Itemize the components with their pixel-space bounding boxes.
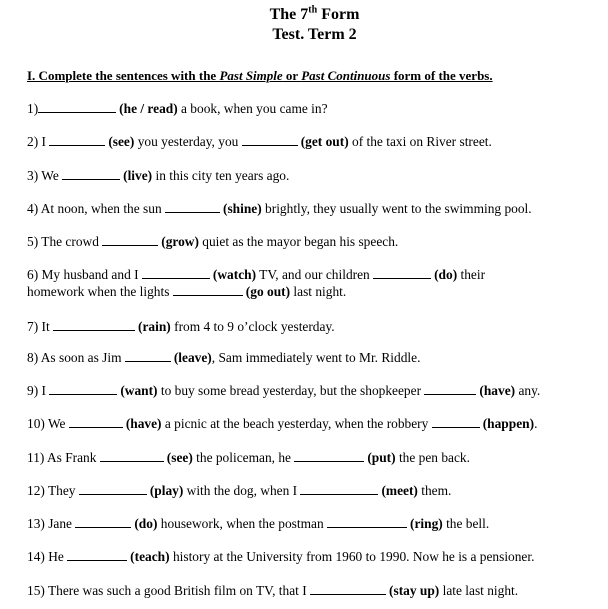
exercise-item [27,449,604,466]
exercise-item [27,582,604,599]
exercise-number: 10) We [27,416,69,431]
answer-blank[interactable] [67,548,127,561]
exercise-line [27,582,604,599]
instruction-tense-1: Past Simple [219,68,283,83]
verb-hint: (ring) [410,516,443,531]
verb-hint: (get out) [300,134,349,149]
answer-blank[interactable] [242,133,298,146]
title-superscript: th [308,4,318,16]
exercise-line [27,482,604,499]
exercise-number: 1) [27,101,39,116]
answer-blank[interactable] [100,449,164,462]
instruction-prefix: I. Complete the sentences with the [27,68,220,83]
answer-blank[interactable] [424,382,476,395]
exercise-line [27,415,604,432]
exercise-line [27,233,604,250]
verb-hint: (have) [479,383,516,398]
verb-hint: (grow) [161,234,199,249]
sentence-text: from 4 to 9 o’clock yesterday. [170,319,335,334]
exercise-number: 11) As Frank [27,450,100,465]
verb-hint: (see) [108,134,135,149]
answer-blank[interactable] [373,266,431,279]
exercise-line [27,349,604,366]
answer-blank[interactable] [142,266,210,279]
answer-blank[interactable] [53,318,135,331]
exercise-number: 15) There was such a good British film on TV, that I [27,583,311,598]
answer-blank[interactable] [38,100,116,113]
answer-blank[interactable] [173,283,243,296]
sentence-text: you yesterday, you [134,134,242,149]
answer-blank[interactable] [327,515,407,528]
answer-blank[interactable] [49,133,105,146]
exercise-line [27,200,604,217]
sentence-text: housework, when the postman [157,516,327,531]
exercise-item [27,382,604,399]
exercise-item [27,548,604,565]
answer-blank[interactable] [125,349,171,362]
verb-hint: (shine) [223,201,262,216]
exercise-item [27,167,604,184]
sentence-text: the bell. [442,516,490,531]
exercise-line [27,515,604,532]
answer-blank[interactable] [75,515,131,528]
sentence-text: brightly, they usually went to the swimming pool. [261,201,532,216]
exercise-line [27,449,604,466]
verb-hint: (see) [166,450,193,465]
exercise-item [27,133,604,150]
sentence-text: a picnic at the beach yesterday, when the robbery [161,416,432,431]
exercise-line [27,283,604,300]
verb-hint: (put) [367,450,396,465]
sentence-text: the pen back. [395,450,470,465]
sentence-text: TV, and our children [256,267,374,282]
title-form: Form [317,6,360,23]
verb-hint: (rain) [138,319,171,334]
exercise-number: 14) He [27,549,68,564]
exercise-number: 2) I [27,134,50,149]
answer-blank[interactable] [300,482,378,495]
answer-blank[interactable] [310,582,386,595]
sentence-text: , Sam immediately went to Mr. Riddle. [211,350,421,365]
worksheet-title [27,0,602,25]
exercise-item [27,318,604,335]
sentence-text: with the dog, when I [183,483,301,498]
sentence-text: them. [417,483,452,498]
exercise-number: 12) They [27,483,79,498]
sentence-text: . [534,416,538,431]
verb-hint: (play) [149,483,184,498]
sentence-text: quiet as the mayor began his speech. [198,234,399,249]
answer-blank[interactable] [69,415,123,428]
exercise-number: 3) We [27,168,63,183]
exercise-line [27,266,604,283]
exercise-item [27,415,604,432]
exercise-line [27,133,604,150]
exercise-line [27,548,604,565]
instruction-suffix: form of the verbs. [390,68,493,83]
worksheet-subtitle: Test. Term 2 [272,26,357,43]
answer-blank[interactable] [432,415,480,428]
exercise-item [27,515,604,532]
answer-blank[interactable] [49,382,117,395]
exercise-line [27,100,604,117]
exercise-item [27,349,604,366]
exercise-line [27,318,604,335]
section-instruction [27,68,602,84]
verb-hint: (stay up) [389,583,440,598]
exercise-number: 7) It [27,319,54,334]
sentence-text: any. [515,383,541,398]
answer-blank[interactable] [102,233,158,246]
exercise-number: 5) The crowd [27,234,103,249]
exercise-line [27,382,604,399]
verb-hint: (leave) [173,350,212,365]
verb-hint: (want) [120,383,158,398]
exercise-number: 9) I [27,383,50,398]
sentence-text: homework when the lights [27,284,173,299]
verb-hint: (meet) [381,483,418,498]
sentence-text: their [457,267,486,282]
sentence-text: a book, when you came in? [177,101,328,116]
answer-blank[interactable] [79,482,147,495]
sentence-text: late last night. [439,583,519,598]
verb-hint: (have) [125,416,162,431]
sentence-text: the policeman, he [192,450,295,465]
exercise-number: 4) At noon, when the sun [27,201,165,216]
instruction-or: or [282,68,302,83]
verb-hint: (do) [134,516,158,531]
verb-hint: (happen) [482,416,535,431]
sentence-text: in this city ten years ago. [152,168,290,183]
sentence-text: last night. [290,284,347,299]
sentence-text: of the taxi on River street. [348,134,492,149]
exercise-item [27,266,604,300]
instruction-tense-2: Past Continuous [301,68,391,83]
answer-blank[interactable] [165,200,220,213]
verb-hint: (live) [123,168,153,183]
answer-blank[interactable] [294,449,364,462]
exercise-item [27,482,604,499]
exercise-item [27,233,604,250]
exercise-number: 13) Jane [27,516,76,531]
exercise-number: 6) My husband and I [27,267,142,282]
exercise-item [27,200,604,217]
exercise-number: 8) As soon as Jim [27,350,125,365]
exercise-item [27,100,604,117]
verb-hint: (he / read) [119,101,178,116]
sentence-text: history at the University from 1960 to 1990. Now he is a pensioner. [169,549,535,564]
answer-blank[interactable] [62,167,120,180]
verb-hint: (do) [434,267,458,282]
verb-hint: (teach) [130,549,170,564]
exercise-line [27,167,604,184]
title-text: The 7 [269,6,309,23]
verb-hint: (watch) [212,267,257,282]
sentence-text: to buy some bread yesterday, but the shopkeeper [157,383,425,398]
verb-hint: (go out) [245,284,291,299]
